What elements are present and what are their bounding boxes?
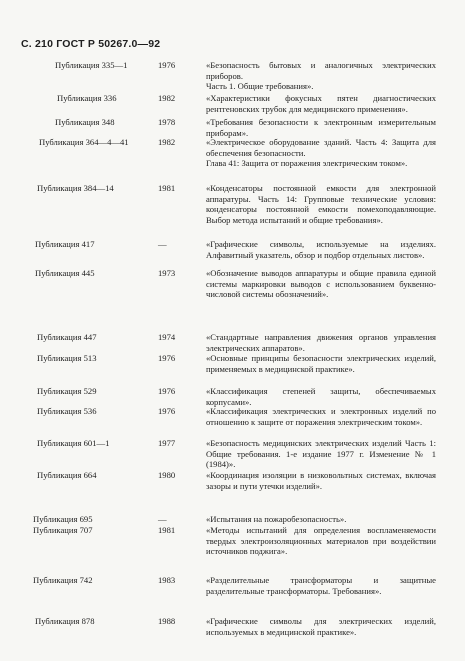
publication-year: 1981: [158, 525, 176, 535]
publication-year: 1988: [158, 616, 176, 626]
publication-number: Публикация 417: [35, 239, 95, 249]
publication-number: Публикация 529: [37, 386, 97, 396]
publication-title: «Координация изоляции в низковольтных системах, включая зазоры и пути утечки изделий».: [206, 470, 436, 491]
publication-title: «Безопасность медицинских электрических изделий Часть 1: Общие требования. 1-е издание 1977 г. Изменение № 1 (1984)».: [206, 438, 436, 470]
publication-year: 1977: [158, 438, 176, 448]
publication-year: 1980: [158, 470, 176, 480]
publication-number: Публикация 695: [33, 514, 93, 524]
publication-title: «Основные принципы безопасности электрических изделий, применяемых в медицинской практике».: [206, 353, 436, 374]
publication-number: Публикация 707: [33, 525, 93, 535]
publication-year: 1976: [158, 386, 176, 396]
page-header: С. 210 ГОСТ Р 50267.0—92: [21, 38, 161, 50]
publication-title: «Электрическое оборудование зданий. Часть 4: Защита для обеспечения безопасности. Глава 41: Защита от поражения электрическим током».: [206, 137, 436, 169]
publication-number: Публикация 336: [57, 93, 117, 103]
publication-year: 1983: [158, 575, 176, 585]
publication-title: «Характеристики фокусных пятен диагностических рентгеновских трубок для медицинского применения».: [206, 93, 436, 114]
publication-title: «Классификация степеней защиты, обеспечиваемых корпусами».: [206, 386, 436, 407]
publication-title: «Графические символы для электрических изделий, используемых в медицинской практике».: [206, 616, 436, 637]
publication-title: «Обозначение выводов аппаратуры и общие правила единой системы маркировки выводов с использованием буквенно-числовой системы обозначений».: [206, 268, 436, 300]
publication-number: Публикация 364—4—41: [39, 137, 129, 147]
publication-title: «Графические символы, используемые на изделиях. Алфавитный указатель, обзор и подбор отдельных листов».: [206, 239, 436, 260]
publication-title: «Методы испытаний для определения воспламеняемости твердых электроизоляционных материалов при воздействии источников поджига».: [206, 525, 436, 557]
publication-title: «Классификация электрических и электронных изделий по отношению к защите от поражения электрическим током».: [206, 406, 436, 427]
publication-year: —: [158, 239, 167, 249]
publication-title: «Испытания на пожаробезопасность».: [206, 514, 347, 524]
publication-number: Публикация 348: [55, 117, 115, 127]
publication-year: 1982: [158, 137, 176, 147]
publication-number: Публикация 335—1: [55, 60, 128, 70]
publication-year: 1976: [158, 353, 176, 363]
publication-number: Публикация 447: [37, 332, 97, 342]
publication-year: 1976: [158, 406, 176, 416]
publication-number: Публикация 742: [33, 575, 93, 585]
publication-year: 1973: [158, 268, 176, 278]
publication-year: 1976: [158, 60, 176, 70]
publication-title: «Безопасность бытовых и аналогичных электрических приборов. Часть 1. Общие требования».: [206, 60, 436, 92]
publication-title: «Конденсаторы постоянной емкости для электронной аппаратуры. Часть 14: Групповые технические условия: конденсаторы постоянной емкости помехоподавляющие. Выбор метода испытаний и общие требования».: [206, 183, 436, 225]
publication-number: Публикация 664: [37, 470, 97, 480]
publication-number: Публикация 384—14: [37, 183, 114, 193]
publication-title: «Разделительные трансформаторы и защитные разделительные трансформаторы. Требования».: [206, 575, 436, 596]
publication-year: 1974: [158, 332, 176, 342]
publication-title: «Требования безопасности к электронным измерительным приборам».: [206, 117, 436, 138]
publication-year: 1981: [158, 183, 176, 193]
publication-year: 1978: [158, 117, 176, 127]
publication-year: 1982: [158, 93, 176, 103]
publication-number: Публикация 878: [35, 616, 95, 626]
publication-number: Публикация 513: [37, 353, 97, 363]
publication-number: Публикация 601—1: [37, 438, 110, 448]
publication-number: Публикация 445: [35, 268, 95, 278]
publication-number: Публикация 536: [37, 406, 97, 416]
publication-year: —: [158, 514, 167, 524]
publication-title: «Стандартные направления движения органов управления электрических аппаратов».: [206, 332, 436, 353]
